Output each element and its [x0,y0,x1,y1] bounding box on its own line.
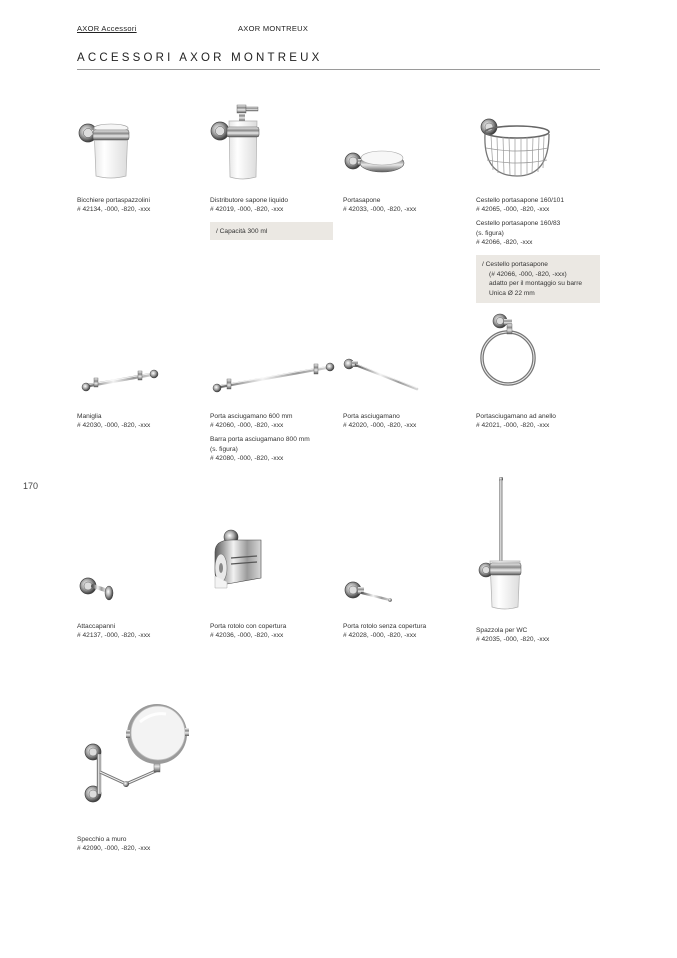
product-name: Spazzola per WC [476,627,528,634]
product-name: Portasapone [343,197,381,204]
product-code: # 42134, -000, -820, -xxx [77,206,151,213]
product-name: Porta asciugamano [343,413,400,420]
product-variant-code: # 42080, -000, -820, -xxx [210,455,284,462]
breadcrumb-section[interactable]: AXOR Accessori [77,24,137,33]
product-code: # 42137, -000, -820, -xxx [77,632,151,639]
capacity-note: / Capacità 300 ml [210,222,333,240]
product-code: # 42028, -000, -820, -xxx [343,632,417,639]
tumbler-holder-icon [78,116,134,182]
product-code: # 42020, -000, -820, -xxx [343,422,417,429]
page-number: 170 [23,481,39,491]
robe-hook-icon [79,574,117,604]
towel-holder-icon [343,355,421,393]
soap-dish-icon [344,145,406,177]
toilet-roll-holder-cover-icon [209,528,267,590]
note-line: / Cestello portasapone [482,261,548,268]
product-code: # 42090, -000, -820, -xxx [77,845,151,852]
product-code: # 42065, -000, -820, -xxx [476,206,550,213]
soap-basket-icon [477,114,553,180]
towel-bar-icon [210,362,336,394]
product-code: # 42019, -000, -820, -xxx [210,206,284,213]
breadcrumb-collection: AXOR MONTREUX [238,24,309,33]
product-variant-code: # 42066, -820, -xxx [476,239,533,246]
title-divider [77,69,600,70]
product-name: Attaccapanni [77,623,116,630]
product-code: # 42030, -000, -820, -xxx [77,422,151,429]
product-name: Cestello portasapone 160/101 [476,197,564,204]
product-variant-name: Barra porta asciugamano 800 mm [210,436,310,443]
product-code: # 42060, -000, -820, -xxx [210,422,284,429]
product-code: # 42035, -000, -820, -xxx [476,636,550,643]
toilet-brush-icon [478,477,524,612]
towel-ring-icon [478,312,540,392]
product-variant-detail: (s. figura) [476,229,504,237]
toilet-roll-holder-icon [344,579,394,603]
product-name: Specchio a muro [77,836,127,843]
product-name: Portasciugamano ad anello [476,413,556,420]
note-line: (# 42066, -000, -820, -xxx) [489,270,567,278]
note-line: Unica Ø 22 mm [489,289,535,297]
product-name: Distributore sapone liquido [210,197,289,204]
product-name: Porta asciugamano 600 mm [210,413,293,420]
product-name: Bicchiere portaspazzolini [77,197,150,204]
page-title: ACCESSORI AXOR MONTREUX [77,52,323,64]
product-variant-name: Cestello portasapone 160/83 [476,220,561,227]
product-name: Porta rotolo con copertura [210,623,287,630]
product-name: Maniglia [77,413,102,420]
product-code: # 42033, -000, -820, -xxx [343,206,417,213]
note-line: adatto per il montaggio su barre [489,280,583,287]
product-variant-detail: (s. figura) [210,445,238,453]
product-name: Porta rotolo senza copertura [343,623,427,630]
soap-dispenser-icon [210,103,266,183]
product-code: # 42036, -000, -820, -xxx [210,632,284,639]
grab-bar-icon [78,366,160,394]
product-code: # 42021, -000, -820, -xxx [476,422,550,429]
basket-note [476,255,600,303]
wall-mirror-icon [82,700,194,808]
